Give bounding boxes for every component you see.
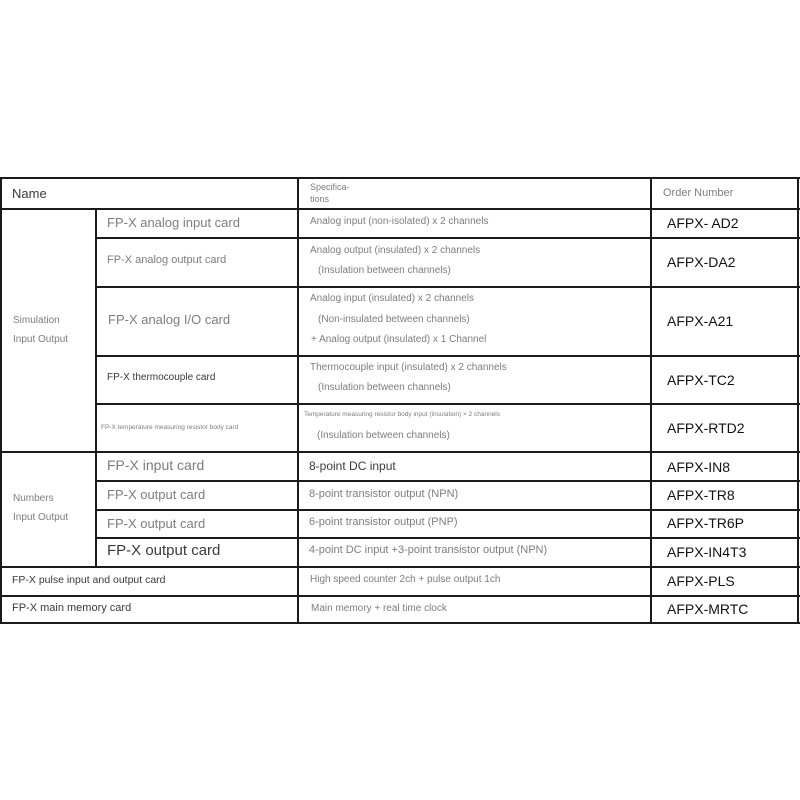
rule bbox=[95, 403, 800, 405]
row-spec: Analog input (non-isolated) x 2 channels bbox=[310, 216, 489, 227]
row-spec: (Insulation between channels) bbox=[318, 382, 451, 393]
row-spec: Main memory + real time clock bbox=[311, 603, 447, 614]
rule-group bbox=[0, 451, 800, 453]
row-name: FP-X output card bbox=[107, 542, 221, 559]
header-name: Name bbox=[12, 186, 47, 201]
group-label-simulation: Simulation bbox=[13, 315, 60, 326]
product-table bbox=[0, 177, 800, 624]
row-name: FP-X temperature measuring resistor body card bbox=[101, 424, 239, 431]
row-spec: Analog output (insulated) x 2 channels bbox=[310, 245, 481, 256]
row-spec: (Non-insulated between channels) bbox=[318, 314, 470, 325]
rule-top bbox=[0, 177, 800, 179]
row-order-number: AFPX-RTD2 bbox=[667, 420, 745, 436]
row-order-number: AFPX-PLS bbox=[667, 573, 735, 589]
header-specifications: Specifica- bbox=[310, 182, 350, 192]
row-spec: 6-point transistor output (PNP) bbox=[309, 516, 458, 528]
row-order-number: AFPX-DA2 bbox=[667, 254, 736, 270]
group-label-simulation: Input Output bbox=[13, 334, 69, 345]
row-name: FP-X main memory card bbox=[12, 602, 132, 614]
group-label-numbers: Numbers bbox=[13, 493, 54, 504]
row-name: FP-X thermocouple card bbox=[107, 372, 216, 383]
row-order-number: AFPX- AD2 bbox=[667, 215, 739, 231]
row-name: FP-X output card bbox=[107, 516, 206, 531]
row-name: FP-X analog I/O card bbox=[108, 312, 231, 327]
rule bbox=[95, 237, 800, 239]
row-name: FP-X output card bbox=[107, 487, 206, 502]
row-spec: 8-point DC input bbox=[309, 459, 396, 473]
row-spec: Temperature measuring resistor body input (insulation) × 2 channels bbox=[304, 411, 501, 418]
row-order-number: AFPX-TC2 bbox=[667, 372, 735, 388]
rule bbox=[95, 480, 800, 482]
row-spec: 8-point transistor output (NPN) bbox=[309, 488, 459, 500]
row-order-number: AFPX-MRTC bbox=[667, 601, 749, 617]
group-label-numbers: Input Output bbox=[13, 512, 69, 523]
row-spec: (Insulation between channels) bbox=[318, 265, 451, 276]
header-order-number: Order Number bbox=[663, 187, 734, 199]
rule bbox=[95, 286, 800, 288]
row-order-number: AFPX-A21 bbox=[667, 313, 734, 329]
rule bbox=[95, 537, 800, 539]
row-order-number: AFPX-TR6P bbox=[667, 515, 745, 531]
row-name: FP-X analog output card bbox=[107, 254, 227, 266]
row-spec: 4-point DC input +3-point transistor output (NPN) bbox=[309, 544, 548, 556]
row-order-number: AFPX-IN4T3 bbox=[667, 544, 747, 560]
rule-group bbox=[0, 566, 800, 568]
rule-header bbox=[0, 208, 800, 210]
rule-bottom bbox=[0, 622, 800, 624]
row-spec: Analog input (insulated) x 2 channels bbox=[310, 293, 474, 304]
row-order-number: AFPX-IN8 bbox=[667, 459, 731, 475]
row-name: FP-X analog input card bbox=[107, 215, 240, 230]
row-spec: (Insulation between channels) bbox=[317, 430, 450, 441]
row-order-number: AFPX-TR8 bbox=[667, 487, 735, 503]
header-specifications: tions bbox=[310, 194, 330, 204]
rule bbox=[95, 355, 800, 357]
rule-right bbox=[797, 177, 799, 624]
row-name: FP-X input card bbox=[107, 457, 205, 473]
row-spec: High speed counter 2ch + pulse output 1ch bbox=[310, 574, 501, 585]
rule-spec-col bbox=[297, 177, 299, 624]
row-spec: Thermocouple input (insulated) x 2 channels bbox=[310, 362, 507, 373]
row-spec: + Analog output (insulated) x 1 Channel bbox=[311, 334, 487, 345]
row-name: FP-X pulse input and output card bbox=[12, 574, 166, 586]
rule-left bbox=[0, 177, 2, 624]
rule bbox=[0, 595, 800, 597]
rule-order-col bbox=[650, 177, 652, 624]
rule-group-col bbox=[95, 208, 97, 568]
rule bbox=[95, 509, 800, 511]
